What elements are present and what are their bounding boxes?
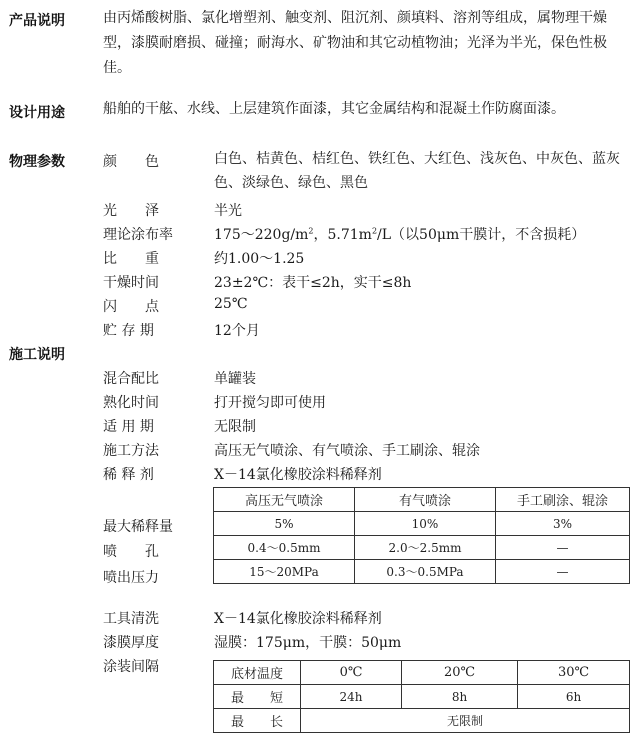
app-label-induction: 熟化时间 xyxy=(103,395,159,411)
app-value-film: 湿膜：175μm，干膜：50μm xyxy=(214,635,402,651)
app-label-interval: 涂装间隔 xyxy=(103,659,159,675)
interval-table xyxy=(213,660,630,733)
param-label-coverage: 理论涂布率 xyxy=(103,227,173,243)
table-cell: 0.3～0.5MPa xyxy=(355,560,496,584)
param-label-drying: 干燥时间 xyxy=(103,275,159,291)
param-label-color: 颜 色 xyxy=(103,154,159,170)
product-section-title: 产品说明 xyxy=(9,13,65,29)
app-value-mix: 单罐装 xyxy=(214,371,256,387)
physical-section-title: 物理参数 xyxy=(9,154,65,170)
app-label-mix: 混合配比 xyxy=(103,371,159,387)
interval-shortest-label: 最 短 xyxy=(214,685,301,709)
table-cell: — xyxy=(496,536,630,560)
thin-label-pressure: 喷出压力 xyxy=(103,570,159,586)
app-value-method: 高压无气喷涂、有气喷涂、手工刷涂、辊涂 xyxy=(214,443,480,459)
param-value-color: 白色、桔黄色、桔红色、铁红色、大红色、浅灰色、中灰色、蓝灰色、淡绿色、绿色、黑色 xyxy=(214,151,620,191)
product-description: 由丙烯酸树脂、氯化增塑剂、触变剂、阻沉剂、颜填料、溶剂等组成，属物理干燥型，漆膜耐磨损、碰撞；耐海水、矿物油和其它动植物油；光泽为半光，保色性极佳。 xyxy=(103,10,607,76)
table-cell: 15～20MPa xyxy=(214,560,355,584)
thin-header-brush: 手工刷涂、辊涂 xyxy=(496,488,630,512)
table-cell: 5% xyxy=(214,512,355,536)
usage-section-title: 设计用途 xyxy=(9,105,65,121)
table-cell: 10% xyxy=(355,512,496,536)
interval-header-0c: 0℃ xyxy=(301,661,402,685)
table-cell: 6h xyxy=(518,685,630,709)
app-value-potlife: 无限制 xyxy=(214,419,256,435)
table-cell: 0.4～0.5mm xyxy=(214,536,355,560)
param-value-coverage: $175\sim 220g/m^2$，$5.71m^2/L$（以50μm干膜计，不含损耗） xyxy=(214,226,586,243)
table-cell: 8h xyxy=(402,685,518,709)
thin-header-airless: 高压无气喷涂 xyxy=(214,488,355,512)
table-cell: — xyxy=(496,560,630,584)
app-value-cleaning: X－14氯化橡胶涂料稀释剂 xyxy=(214,611,382,627)
param-value-flashpoint: 25℃ xyxy=(214,296,248,312)
thin-label-nozzle: 喷 孔 xyxy=(103,544,159,560)
param-value-density: 约1.00～1.25 xyxy=(214,251,305,267)
usage-description: 船舶的干舷、水线、上层建筑作面漆，其它金属结构和混凝土作防腐面漆。 xyxy=(103,101,565,117)
application-section-title: 施工说明 xyxy=(9,347,65,363)
interval-header-20c: 20℃ xyxy=(402,661,518,685)
thinning-table xyxy=(213,487,630,584)
param-label-density: 比 重 xyxy=(103,251,159,267)
param-label-flashpoint: 闪 点 xyxy=(103,299,159,315)
table-cell: 2.0～2.5mm xyxy=(355,536,496,560)
app-label-potlife: 适 用 期 xyxy=(103,419,154,435)
param-value-gloss: 半光 xyxy=(214,203,242,219)
app-label-cleaning: 工具清洗 xyxy=(103,611,159,627)
table-cell: 3% xyxy=(496,512,630,536)
param-value-drying: 23±2℃：表干≤2h，实干≤8h xyxy=(214,275,412,291)
thin-header-air: 有气喷涂 xyxy=(355,488,496,512)
app-value-thinner: X－14氯化橡胶涂料稀释剂 xyxy=(214,467,382,483)
thin-label-max: 最大稀释量 xyxy=(103,519,173,535)
table-cell: 24h xyxy=(301,685,402,709)
app-value-induction: 打开搅匀即可使用 xyxy=(214,395,326,411)
param-label-gloss: 光 泽 xyxy=(103,203,159,219)
table-cell: 无限制 xyxy=(301,709,630,733)
interval-header-label: 底材温度 xyxy=(214,661,301,685)
interval-header-30c: 30℃ xyxy=(518,661,630,685)
app-label-method: 施工方法 xyxy=(103,443,159,459)
app-label-thinner: 稀 释 剂 xyxy=(103,467,154,483)
param-value-storage: 12个月 xyxy=(214,323,260,339)
param-label-storage: 贮 存 期 xyxy=(103,323,154,339)
interval-longest-label: 最 长 xyxy=(214,709,301,733)
app-label-film: 漆膜厚度 xyxy=(103,635,159,651)
